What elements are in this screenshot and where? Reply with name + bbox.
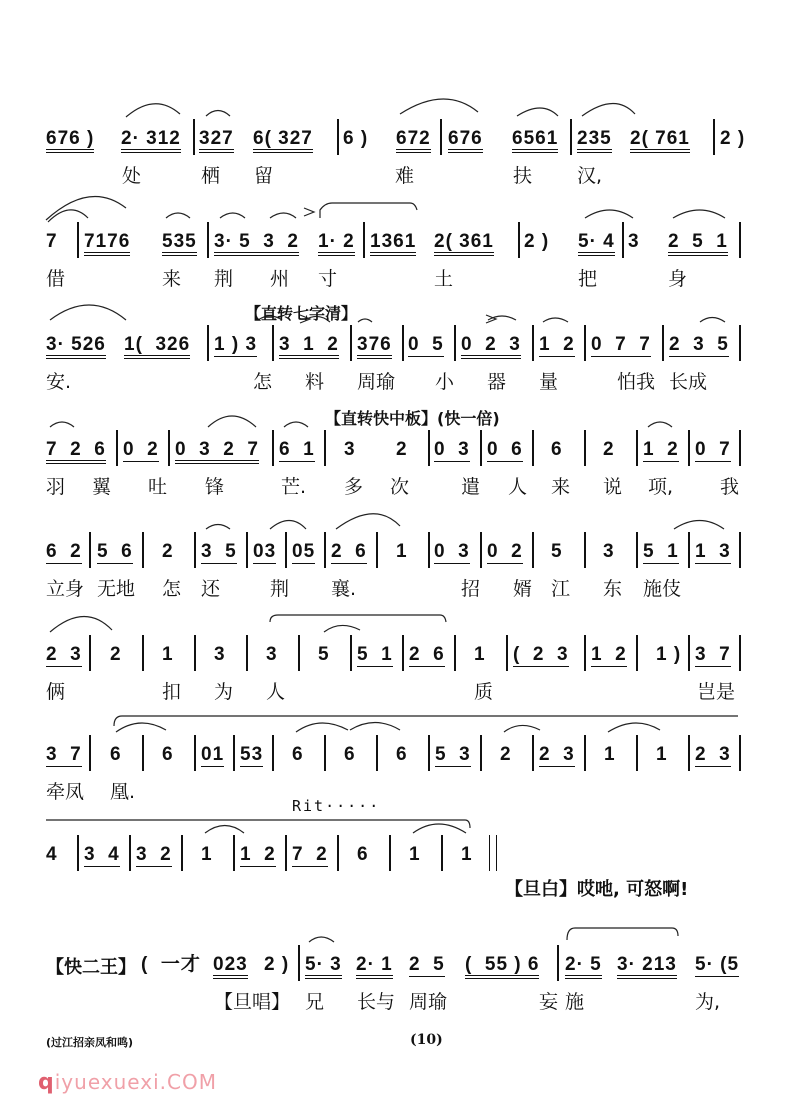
note-group: ( 一才 (141, 954, 201, 975)
lyric: 说 (603, 476, 623, 498)
note-group: 1 (461, 844, 473, 865)
watermark-rest: iyuexuexi.COM (54, 1070, 217, 1094)
note-group: 3 (344, 439, 356, 460)
note-group: 2 (162, 541, 174, 562)
barline (194, 635, 196, 671)
note-group: 3 5 (201, 541, 237, 562)
lyric: 荆 (214, 268, 234, 290)
barline (739, 635, 741, 671)
note-group: 672 (396, 129, 431, 153)
note-group: 1 (162, 644, 174, 665)
note-group: 53 (240, 744, 264, 765)
barline (532, 325, 534, 361)
note-group: 1 (474, 644, 486, 665)
note-group: 2 3 (695, 744, 731, 765)
barline (89, 532, 91, 568)
barline (337, 119, 339, 155)
note-group: 2· 5 (565, 955, 602, 979)
barline (441, 835, 443, 871)
barline (116, 430, 118, 466)
note-group: 2 (603, 439, 615, 460)
barline (739, 325, 741, 361)
watermark-q: q (38, 1070, 55, 1095)
barline (636, 635, 638, 671)
note-group: 1 (656, 744, 668, 765)
barline (739, 532, 741, 568)
barline (584, 532, 586, 568)
barline (194, 532, 196, 568)
note-group: 1 2 (591, 644, 627, 665)
lyric: 扶 (513, 165, 533, 187)
barline (584, 430, 586, 466)
note-group: 1( 326 (124, 335, 190, 359)
barline (518, 222, 520, 258)
lyric: 翼 (92, 476, 112, 498)
note-group: 3 (214, 644, 226, 665)
barline (570, 119, 572, 155)
barline (142, 635, 144, 671)
note-group: 1 ) (656, 644, 682, 665)
note-group: 0 7 (695, 439, 731, 460)
barline (272, 430, 274, 466)
barline (194, 735, 196, 771)
note-group: 6 (344, 744, 356, 765)
lyric: 周瑜 (409, 991, 448, 1013)
lyric: 施伎 (643, 578, 682, 600)
barline (298, 945, 300, 981)
barline (584, 325, 586, 361)
barline (440, 119, 442, 155)
lyric: 兄 (305, 991, 325, 1013)
barline (324, 735, 326, 771)
barline (193, 119, 195, 155)
note-group: 0 5 (408, 334, 444, 355)
note-group: 2 5 (409, 954, 445, 975)
barline (713, 119, 715, 155)
note-group: 2( 761 (630, 129, 690, 153)
note-group: 05 (292, 541, 316, 562)
note-group: 676 ) (46, 129, 94, 153)
lyric: 怎 (253, 371, 273, 393)
note-group: 6 (110, 744, 122, 765)
note-group: 1361 (370, 232, 416, 256)
barline (688, 532, 690, 568)
lyric: 小 (435, 371, 455, 393)
barline (324, 532, 326, 568)
lyric: 我 (720, 476, 740, 498)
lyric: 长与 (357, 991, 396, 1013)
barline (454, 635, 456, 671)
barline (363, 222, 365, 258)
note-group: 0 2 (487, 541, 523, 562)
spoken-role-label: 【旦白】 (505, 879, 577, 900)
note-group: 6( 327 (253, 129, 313, 153)
note-group: 5 3 (435, 744, 471, 765)
note-group: 7 2 (292, 844, 328, 865)
lyric: 立身 (46, 578, 85, 600)
note-group: 6 1 (279, 439, 315, 460)
barline (285, 532, 287, 568)
barline (376, 532, 378, 568)
note-group: 5 (551, 541, 563, 562)
note-group: 0 2 3 (461, 335, 521, 359)
tempo-mark-ritardando: Rit····· (292, 797, 381, 815)
note-group: 5 1 (357, 644, 393, 665)
note-group: 6561 (512, 129, 558, 153)
barline (402, 325, 404, 361)
lyric: 遣 (461, 476, 481, 498)
final-barline (489, 835, 497, 871)
note-group: 3 7 (695, 644, 731, 665)
note-group: 1 2 (240, 844, 276, 865)
lyric: 人 (266, 681, 286, 703)
barline (480, 430, 482, 466)
barline (402, 635, 404, 671)
note-group: 6 ) (343, 128, 369, 149)
lyric: 量 (539, 371, 559, 393)
lyric: 身 (668, 268, 688, 290)
note-group: 1 (604, 744, 616, 765)
note-group: 0 6 (487, 439, 523, 460)
note-group: 235 (577, 129, 612, 153)
note-group: 0 3 (434, 541, 470, 562)
note-group: 2· 1 (356, 955, 393, 979)
note-group: 2 ) (264, 954, 290, 975)
lyric: 俩 (46, 681, 66, 703)
note-group: 7 (46, 231, 58, 252)
lyric: 招 (461, 578, 481, 600)
note-group: 2 6 (409, 644, 445, 665)
lyric: 栖 (201, 165, 221, 187)
lyric: 芒. (281, 476, 307, 498)
note-group: 6 (357, 844, 369, 865)
lyric: 人 (508, 476, 528, 498)
lyric: 怕我 (617, 371, 656, 393)
barline (688, 635, 690, 671)
note-group: 3· 526 (46, 335, 106, 359)
lyric: 寸 (318, 268, 338, 290)
watermark (38, 1070, 217, 1095)
note-group: 2 3 (539, 744, 575, 765)
lyric: 羽 (46, 476, 66, 498)
lyric: 来 (551, 476, 571, 498)
note-group: 2 3 5 (669, 334, 729, 355)
note-group: 3 4 (84, 844, 120, 865)
barline (739, 222, 741, 258)
barline (584, 635, 586, 671)
barline (350, 635, 352, 671)
barline (142, 735, 144, 771)
note-group: 6 (162, 744, 174, 765)
barline (480, 532, 482, 568)
barline (207, 325, 209, 361)
lyric: 来 (162, 268, 182, 290)
barline (207, 222, 209, 258)
barline (298, 635, 300, 671)
lyric: 【旦唱】 (214, 991, 291, 1013)
lyric: 凰. (110, 781, 136, 803)
lyric: 怎 (162, 578, 182, 600)
note-group: 1 ) 3 (214, 334, 258, 355)
barline (272, 325, 274, 361)
lyric: 无地 (97, 578, 136, 600)
barline (739, 735, 741, 771)
lyric: 施 (565, 991, 585, 1013)
barline (636, 735, 638, 771)
note-group: 5· (5 (695, 954, 740, 975)
note-group: 3 1 2 (279, 335, 339, 359)
barline (77, 222, 79, 258)
note-group: 3· 5 3 2 (214, 232, 299, 256)
note-group: ( 2 3 (513, 644, 569, 665)
note-group: 0 3 2 7 (175, 440, 259, 464)
lyric: 婿 (513, 578, 533, 600)
lyric: 锋 (205, 476, 225, 498)
note-group: 3 7 (46, 744, 82, 765)
note-group: 1 (201, 844, 213, 865)
barline (636, 532, 638, 568)
barline (480, 735, 482, 771)
note-group: 1· 2 (318, 232, 355, 256)
lyric: 东 (603, 578, 623, 600)
note-group: 535 (162, 232, 197, 256)
barline (428, 735, 430, 771)
section-label: 【直转七字清】 (245, 304, 358, 323)
note-group: 1 2 (539, 334, 575, 355)
note-group: 023 (213, 955, 248, 979)
note-group: 2 (110, 644, 122, 665)
note-group: 1 (409, 844, 421, 865)
lyric: 岂是 (697, 681, 736, 703)
barline (532, 430, 534, 466)
note-group: 1 (396, 541, 408, 562)
lyric: 留 (254, 165, 274, 187)
barline (532, 735, 534, 771)
barline (454, 325, 456, 361)
note-group: 676 (448, 129, 483, 153)
barline (77, 835, 79, 871)
spoken-text: 哎吔, 可怒啊! (577, 879, 689, 900)
barline (181, 835, 183, 871)
barline (376, 735, 378, 771)
barline (233, 735, 235, 771)
lyric: 难 (395, 165, 415, 187)
note-group: 2· 312 (121, 129, 181, 153)
note-group: 2 (396, 439, 408, 460)
barline (168, 430, 170, 466)
note-group: 2 3 (46, 644, 82, 665)
lyric: 荆 (270, 578, 290, 600)
note-group: 0 2 (123, 439, 159, 460)
barline (142, 532, 144, 568)
note-group: 01 (201, 744, 225, 765)
note-group: 7 2 6 (46, 440, 106, 464)
note-group: 2 ) (524, 231, 550, 252)
note-group: 6 2 (46, 541, 82, 562)
note-group: 5 1 (643, 541, 679, 562)
lyric: 吐 (148, 476, 168, 498)
lyric: 处 (122, 165, 142, 187)
note-group: 03 (253, 541, 277, 562)
spoken-line (505, 875, 688, 901)
note-group: 2 ) (720, 128, 746, 149)
barline (337, 835, 339, 871)
note-group: 5 (318, 644, 330, 665)
lyric: 为, (695, 991, 721, 1013)
barline (389, 835, 391, 871)
barline (532, 532, 534, 568)
lyric: 器 (487, 371, 507, 393)
barline (688, 735, 690, 771)
barline (636, 430, 638, 466)
lyric: 质 (474, 681, 494, 703)
barline (324, 430, 326, 466)
note-group: 2( 361 (434, 232, 494, 256)
note-group: 0 7 7 (591, 334, 651, 355)
lyric: 牵凤 (46, 781, 85, 803)
lyric: 汉, (577, 165, 603, 187)
barline (428, 532, 430, 568)
barline (272, 735, 274, 771)
note-group: 1 3 (695, 541, 731, 562)
lyric: 州 (270, 268, 290, 290)
note-group: 6 (551, 439, 563, 460)
lyric: 把 (578, 268, 598, 290)
note-group: 5· 3 (305, 955, 342, 979)
barline (350, 325, 352, 361)
lyric: 襄. (331, 578, 357, 600)
barline (89, 635, 91, 671)
barline (688, 430, 690, 466)
barline (129, 835, 131, 871)
barline (557, 945, 559, 981)
note-group: 3· 213 (617, 955, 677, 979)
barline (428, 430, 430, 466)
lyric: 次 (390, 476, 410, 498)
lyric: 土 (434, 268, 454, 290)
section-label: 【直转快中板】(快一倍) (325, 409, 500, 428)
note-group: 0 3 (434, 439, 470, 460)
note-group: 327 (199, 129, 234, 153)
lyric: 扣 (162, 681, 182, 703)
note-group: 3 (603, 541, 615, 562)
lyric: 为 (214, 681, 234, 703)
note-group: 6 (292, 744, 304, 765)
note-group: 5· 4 (578, 232, 615, 256)
lyric: 江 (551, 578, 571, 600)
note-group: 2 6 (331, 541, 367, 562)
lyric: 妄 (539, 991, 559, 1013)
barline (246, 532, 248, 568)
barline (662, 325, 664, 361)
note-group: 4 (46, 844, 58, 865)
note-group: ( 55 ) 6 (465, 955, 539, 979)
lyric: 料 (305, 371, 325, 393)
note-group: 2 5 1 (668, 232, 728, 256)
note-group: 2 (500, 744, 512, 765)
barline (89, 735, 91, 771)
note-group: 5 6 (97, 541, 133, 562)
lyric: 项, (648, 476, 674, 498)
note-group: 3 (266, 644, 278, 665)
lyric: 安. (46, 371, 72, 393)
footer-title: (过江招亲凤和鸣) (46, 1036, 134, 1049)
page-number: (10) (410, 1032, 443, 1048)
note-group: 3 2 (136, 844, 172, 865)
note-group: 7176 (84, 232, 130, 256)
lyric: 多 (344, 476, 364, 498)
barline (506, 635, 508, 671)
note-group: 1 2 (643, 439, 679, 460)
lyric: 长成 (669, 371, 708, 393)
lyric: 还 (201, 578, 221, 600)
lyric: 借 (46, 268, 66, 290)
barline (233, 835, 235, 871)
barline (246, 635, 248, 671)
note-group: 6 (396, 744, 408, 765)
note-group: 3 (628, 231, 640, 252)
lyric: 周瑜 (357, 371, 396, 393)
note-group: 376 (357, 335, 392, 359)
barline (584, 735, 586, 771)
barline (285, 835, 287, 871)
barline (622, 222, 624, 258)
section-label-inline: 【快二王】 (46, 957, 136, 978)
barline (739, 430, 741, 466)
